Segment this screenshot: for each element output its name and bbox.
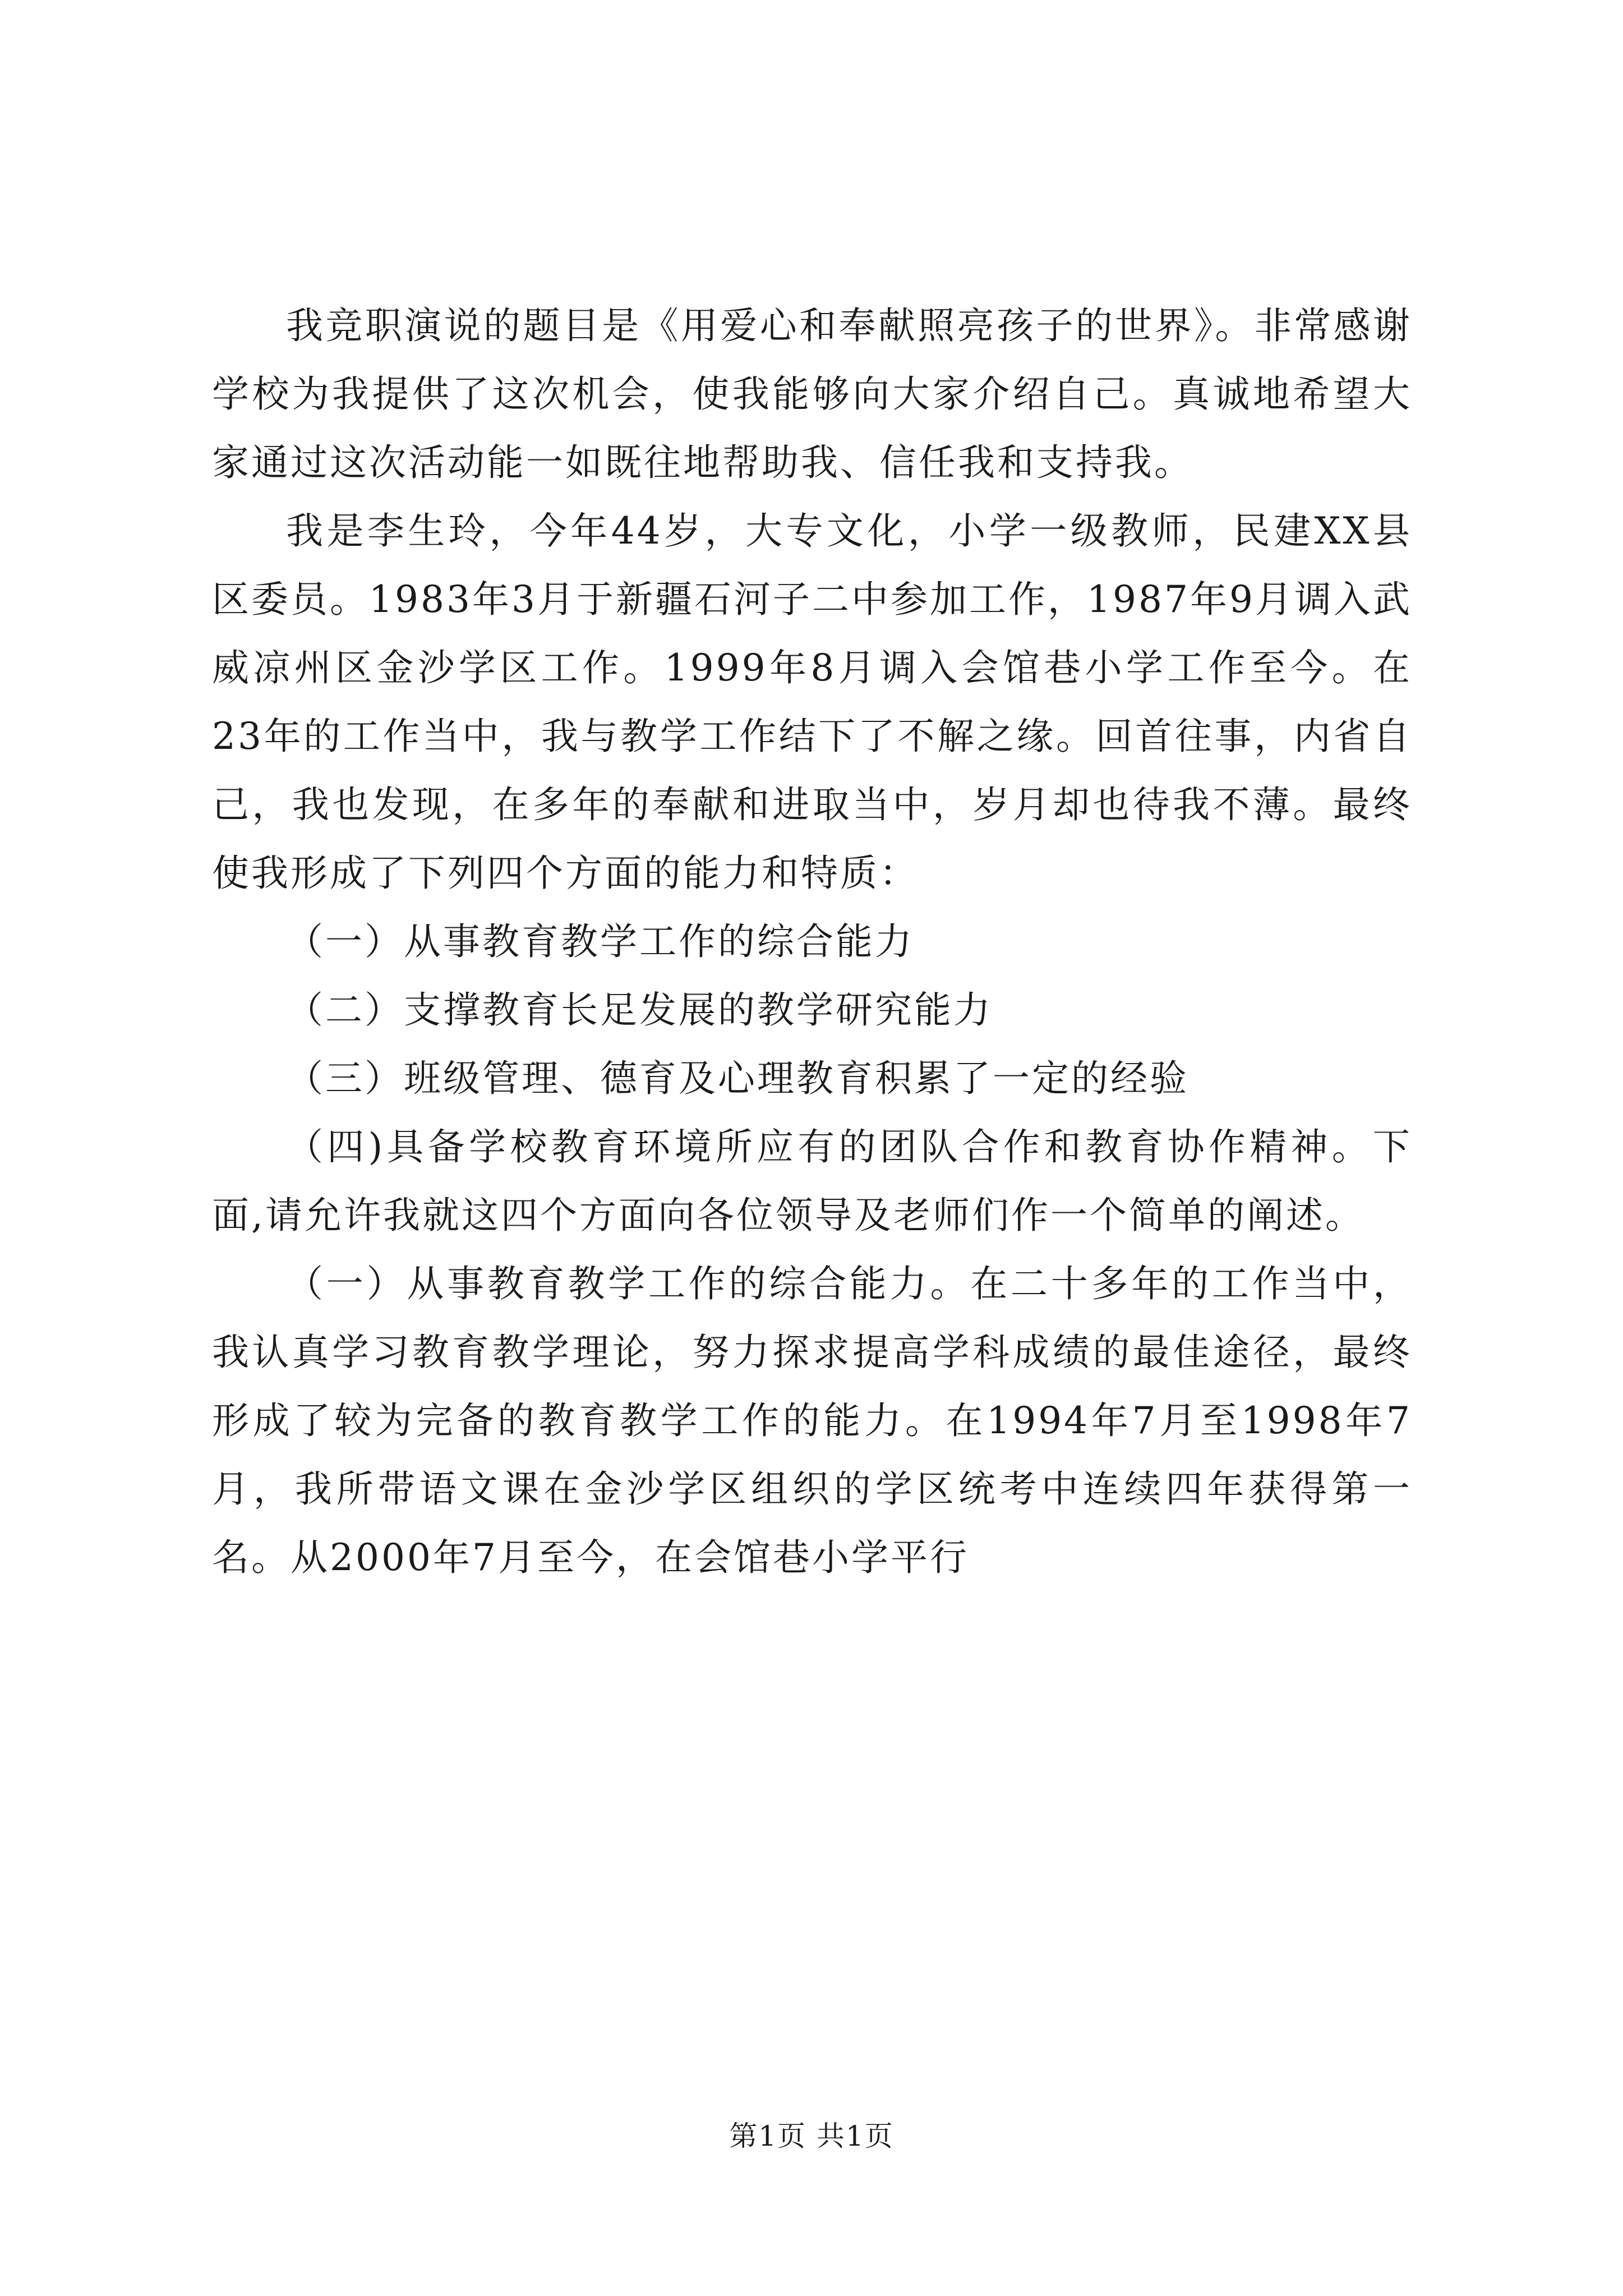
list-item-ability-2: （二）支撑教育长足发展的教学研究能力 [286,988,993,1032]
page-footer: 第1页 共1页 [729,2120,894,2152]
paragraph-ability-1-detail: （一）从事教育教学工作的综合能力。在二十多年的工作当中，我认真学习教育教学理论，努力探求提高学科成绩的最佳途径，最终形成了较为完备的教育教学工作的能力。在1994年7月至1998年7月，我所带语文课在金沙学区组织的学区统考中连续四年获得第一名。从2000年7月至今，在会馆巷小学平行 [212,1262,1412,1579]
list-item-ability-3: （三）班级管理、德育及心理教育积累了一定的经验 [286,1057,1189,1100]
paragraph-intro: 我竞职演说的题目是《用爱心和奉献照亮孩子的世界》。非常感谢学校为我提供了这次机会，使我能够向大家介绍自己。真诚地希望大家通过这次活动能一如既往地帮助我、信任我和支持我。 [212,304,1412,484]
paragraph-background: 我是李生玲，今年44岁，大专文化，小学一级教师，民建XX县区委员。1983年3月于新疆石河子二中参加工作，1987年9月调入武威凉州区金沙学区工作。1999年8月调入会馆巷小学工作至今。在23年的工作当中，我与教学工作结下了不解之缘。回首往事，内省自己，我也发现，在多年的奉献和进取当中，岁月却也待我不薄。最终使我形成了下列四个方面的能力和特质： [212,509,1412,895]
list-item-ability-4: （四)具备学校教育环境所应有的团队合作和教育协作精神。下面,请允许我就这四个方面向各位领导及老师们作一个简单的阐述。 [212,1125,1412,1237]
list-item-ability-1: （一）从事教育教学工作的综合能力 [286,920,914,963]
document-body [212,292,1412,1592]
